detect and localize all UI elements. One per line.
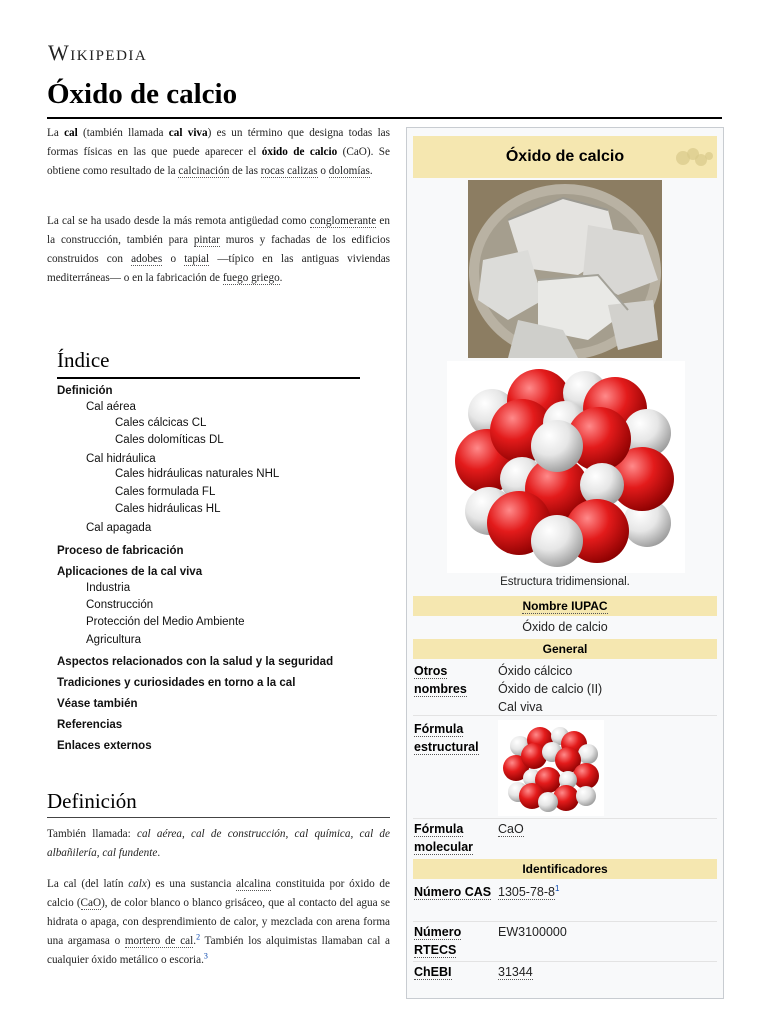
- reference-superscript[interactable]: 3: [203, 951, 208, 961]
- iupac-header: [413, 596, 717, 616]
- toc-item-cales-formulada[interactable]: Cales formulada FL: [115, 486, 216, 498]
- index-underline: [57, 377, 360, 379]
- article-link[interactable]: alcalina: [236, 878, 271, 890]
- formula-molecular-label: [414, 820, 494, 856]
- toc-item-cales-calcicas[interactable]: Cales cálcicas CL: [115, 417, 207, 429]
- otro-nombre-item: Óxido cálcico: [498, 664, 573, 678]
- cas-label: [414, 883, 494, 901]
- wikipedia-wordmark[interactable]: Wikipedia: [48, 40, 148, 65]
- infobox-title-text: Óxido de calcio: [505, 148, 625, 165]
- article-link[interactable]: adobes: [131, 253, 163, 265]
- identificadores-header: Identificadores: [413, 859, 717, 879]
- toc-item-definicion[interactable]: Definición: [57, 385, 113, 397]
- formula-estructural-link[interactable]: Fórmula estructural: [414, 722, 479, 754]
- row-separator: [413, 961, 717, 962]
- toc-item-cales-hidraulicas-hl[interactable]: Cales hidráulicas HL: [115, 503, 221, 515]
- section-title-definicion: Definición: [47, 789, 137, 813]
- page-title: Óxido de calcio: [47, 78, 238, 110]
- formula-molecular-link-value[interactable]: CaO: [498, 822, 524, 836]
- toc-item-agricultura[interactable]: Agricultura: [86, 634, 141, 646]
- chebi-label: [414, 963, 494, 981]
- article-link[interactable]: tapial: [184, 253, 210, 265]
- otro-nombre-item: Óxido de calcio (II): [498, 682, 603, 696]
- structural-formula-image[interactable]: [498, 720, 604, 816]
- otros-nombres-label: [414, 662, 494, 698]
- formula-estructural-label: [414, 720, 494, 756]
- article-link[interactable]: fuego griego: [222, 272, 280, 284]
- otros-nombres-value: [498, 662, 713, 716]
- toc-item-cal-hidraulica[interactable]: Cal hidráulica: [86, 453, 156, 465]
- cas-value: [498, 883, 713, 901]
- toc-item-referencias[interactable]: Referencias: [57, 719, 123, 731]
- cas-number-link[interactable]: 1305-78-8: [498, 885, 555, 899]
- iupac-header-link[interactable]: Nombre IUPAC: [522, 599, 608, 613]
- index-title: Índice: [57, 348, 110, 372]
- formula-molecular-value: [498, 820, 713, 838]
- rtecs-value: EW3100000: [498, 925, 567, 939]
- toc-item-cales-hidraulicas-naturales[interactable]: Cales hidráulicas naturales NHL: [115, 468, 280, 480]
- cas-label-link[interactable]: Número CAS: [414, 885, 492, 899]
- definicion-paragraph-1: También llamada: cal aérea, cal de construcción, cal química, cal de albañilería, cal fundente.: [47, 828, 390, 859]
- row-separator: [413, 715, 717, 716]
- toc-item-enlaces-externos[interactable]: Enlaces externos: [57, 740, 152, 752]
- reference-superscript[interactable]: 2: [196, 932, 201, 942]
- toc-item-cales-dolomiticas[interactable]: Cales dolomíticas DL: [115, 434, 224, 446]
- bold-term: óxido de calcio: [261, 146, 338, 158]
- toc-item-industria[interactable]: Industria: [86, 582, 131, 594]
- cas-reference[interactable]: 1: [555, 883, 560, 893]
- iupac-name: Óxido de calcio: [522, 620, 608, 634]
- toc-item-medio-ambiente[interactable]: Protección del Medio Ambiente: [86, 616, 245, 628]
- molecule-icon: [671, 146, 715, 168]
- rtecs-label: [414, 923, 494, 959]
- rtecs-label-link[interactable]: Número RTECS: [414, 925, 462, 957]
- infobox: [406, 127, 724, 999]
- infobox-caption: Estructura tridimensional.: [500, 576, 630, 588]
- italic-term: calx: [128, 878, 147, 890]
- title-underline: [47, 117, 722, 119]
- intro-paragraph-1: La cal (también llamada cal viva) es un término que designa todas las formas físicas en las que puede aparecer el óxido de calcio (CaO). Se obtiene como resultado de la calcinación de las rocas calizas o dolomías.: [47, 127, 390, 177]
- toc-item-construccion[interactable]: Construcción: [86, 599, 154, 611]
- row-separator: [413, 818, 717, 819]
- toc-item-cal-aerea[interactable]: Cal aérea: [86, 401, 136, 413]
- definicion-paragraph-2: La cal (del latín calx) es una sustancia alcalina constituida por óxido de calcio (CaO), de color blanco o blanco grisáceo, que al contacto del agua se hidrata o apaga, con desprendimiento de calor, y mezclada con arena forma una argamasa o mortero de cal.$^2$ También los alquimistas llamaban cal a cualquier óxido metálico o escoria.$^3$: [47, 878, 390, 966]
- article-link[interactable]: mortero de cal: [124, 935, 194, 947]
- quicklime-photo[interactable]: [468, 180, 662, 358]
- chebi-value: [498, 963, 713, 981]
- infobox-title: [413, 136, 717, 178]
- toc-item-tradiciones[interactable]: Tradiciones y curiosidades en torno a la cal: [57, 677, 296, 689]
- chebi-label-link[interactable]: ChEBI: [414, 965, 452, 979]
- row-separator: [413, 921, 717, 922]
- otros-nombres-label-text: Otros nombres: [414, 664, 467, 696]
- toc-item-aplicaciones[interactable]: Aplicaciones de la cal viva: [57, 566, 203, 578]
- bold-term: cal: [64, 127, 78, 139]
- otro-nombre-item: Cal viva: [498, 700, 543, 714]
- article-link[interactable]: conglomerante: [309, 215, 377, 227]
- article-link[interactable]: calcinación: [178, 165, 230, 177]
- intro-paragraph-2: La cal se ha usado desde la más remota antigüedad como conglomerante en la construcción, también para pintar muros y fachadas de los edificios construidos con adobes o tapial —típico en las antiguas viviendas mediterráneas— o en la fabricación de fuego griego.: [47, 215, 391, 284]
- article-link[interactable]: dolomías: [328, 165, 370, 177]
- section-underline: [47, 817, 390, 818]
- bold-term: cal viva: [168, 127, 208, 139]
- general-header: General: [413, 639, 717, 659]
- italic-term: cal aérea, cal de construcción, cal química, cal de albañilería, cal fundente: [47, 828, 390, 859]
- toc-item-cal-apagada[interactable]: Cal apagada: [86, 522, 152, 534]
- article-link[interactable]: pintar: [193, 234, 220, 246]
- article-link[interactable]: CaO: [80, 897, 102, 909]
- chebi-link[interactable]: 31344: [498, 965, 533, 979]
- article-link[interactable]: rocas calizas: [260, 165, 318, 177]
- toc-item-proceso-fabricacion[interactable]: Proceso de fabricación: [57, 545, 184, 557]
- formula-molecular-link[interactable]: Fórmula molecular: [414, 822, 474, 854]
- crystal-structure-3d-model[interactable]: [447, 361, 685, 573]
- toc-item-salud-seguridad[interactable]: Aspectos relacionados con la salud y la seguridad: [57, 656, 334, 668]
- toc-item-vease-tambien[interactable]: Véase también: [57, 698, 138, 710]
